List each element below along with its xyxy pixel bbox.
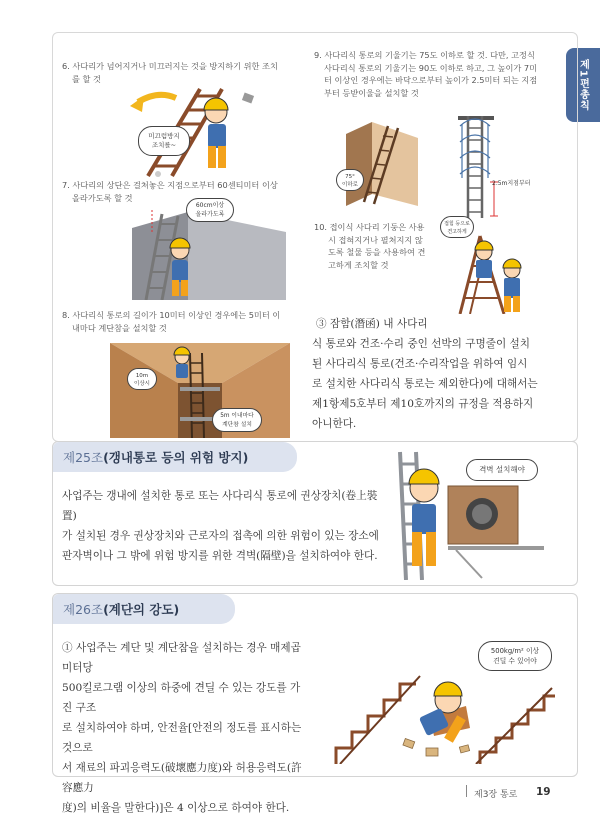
footer-divider (466, 785, 467, 797)
bubble-line: 미끄럼방지 (148, 132, 180, 140)
bubble-line: 견딜 수 있어야 (493, 657, 537, 665)
paragraph-3-line: 제1항제5호부터 제10호까지의 규정을 적용하지 (312, 398, 534, 410)
item-6 (62, 60, 278, 85)
item-7-line: 7. 사다리의 상단은 걸쳐놓은 지점으로부터 60센티미터 이상 (62, 180, 278, 190)
item-6-line: 를 할 것 (72, 73, 101, 84)
shaft-landing-illustration (110, 343, 290, 438)
ladder-75deg-illustration (336, 120, 418, 208)
article-26-line: 서 재료의 파괴응력도(破壞應力度)와 허용응력도(許容應力 (62, 762, 302, 794)
article-25-title: (갱내통로 등의 위험 방지) (103, 450, 249, 465)
article-25-line: 가 설치된 경우 권상장치와 근로자의 접촉에 의한 위험이 있는 장소에 (62, 530, 379, 542)
bubble-line: 조치를~ (151, 141, 177, 149)
paragraph-3-line: 로 설치한 사다리식 통로는 제외한다)에 대해서는 (312, 378, 538, 390)
bubble-line: 올라가도록 (195, 210, 225, 218)
75deg-bubble (336, 169, 364, 191)
bubble-line: 이하로 (342, 182, 358, 188)
paragraph-3-line: 아니한다. (312, 418, 357, 430)
item-9-line: 사다리식 통로의 기울기는 90도 이하로 하고, 그 높이가 7미 (324, 62, 538, 73)
item-9-line: 9. 사다리식 통로의 기울기는 75도 이하로 할 것. 다만, 고정식 (314, 50, 535, 60)
item-8-line: 8. 사다리식 통로의 길이가 10미터 이상인 경우에는 5미터 이 (62, 310, 281, 320)
paragraph-3-line: ③ 잠함(潛函) 내 사다리 (316, 318, 428, 330)
bubble-line: 5m 이내마다 (220, 413, 254, 419)
bubble-line: 접힘 등으로 (444, 221, 470, 227)
60cm-bubble (186, 198, 234, 222)
bubble-line: 10m (135, 373, 149, 379)
article-26-line: ① 사업주는 계단 및 계단참을 설치하는 경우 매제곱미터당 (62, 642, 301, 674)
bubble-line: 75° (345, 174, 355, 180)
article-25-line: 사업주는 갱내에 설치한 통로 또는 사다리식 통로에 권상장치(卷上裝置) (62, 490, 378, 522)
article-25-line: 판자벽이나 그 밖에 위험 방지를 위한 격벽(隔壁)을 설치하여야 한다. (62, 550, 378, 562)
side-tab-label: 제1편총칙 (577, 59, 589, 111)
bubble-line: 500kg/m² 이상 (490, 647, 540, 655)
10m-bubble (127, 368, 157, 390)
paragraph-3 (312, 314, 574, 434)
item-9-line: 터 이상인 경우에는 바닥으로부터 높이가 2.5미터 되는 지점 (324, 75, 538, 85)
article-26-heading (53, 594, 235, 624)
load-capacity-bubble (478, 641, 552, 671)
5m-landing-bubble (212, 408, 262, 432)
fold-bubble (440, 216, 474, 238)
paragraph-3-line: 된 사다리식 통로(건조·수리작업을 위하여 임시 (312, 358, 528, 370)
item-6-line: 6. 사다리가 넘어지거나 미끄러지는 것을 방지하기 위한 조치 (62, 61, 278, 71)
item-10-line: 시 접혀지거나 펼쳐지지 않 (328, 234, 423, 245)
item-10-line: 고하게 조치할 것 (328, 259, 389, 270)
item-7-line: 올라가도록 할 것 (72, 192, 133, 203)
bubble-line: 60cm이상 (195, 202, 225, 209)
item-10-line: 도록 철물 등을 사용하여 견 (328, 247, 426, 257)
page-number: 19 (536, 786, 551, 798)
fixed-ladder-cage-illustration (448, 112, 512, 218)
partition-bubble: 격벽 설치해야 (466, 459, 538, 481)
item-8-line: 내마다 계단참을 설치할 것 (72, 322, 167, 333)
item-10-line: 10. 접이식 사다리 기둥은 사용 (314, 222, 425, 232)
article-26-line: 로 설치하여야 하며, 안전율[안전의 정도를 표시하는 것으로 (62, 722, 302, 754)
article-25-heading (53, 442, 297, 472)
article-26-number: 제26조 (63, 602, 104, 617)
item-7 (62, 179, 278, 204)
article-26-title: (계단의 강도) (103, 602, 180, 617)
article-25-text (62, 486, 382, 566)
item-8 (62, 309, 280, 334)
article-25-number: 제25조 (63, 450, 104, 465)
slip-prevention-bubble (138, 126, 190, 156)
bubble-line: 견고하게 (447, 229, 467, 235)
2-5m-label: 2.5m지점부터 (492, 180, 531, 187)
paragraph-3-line: 식 통로와 건조·수리 중인 선박의 구명줄이 설치 (312, 338, 531, 350)
item-9-line: 부터 등받이울을 설치할 것 (324, 87, 419, 98)
article-26-text (62, 638, 310, 818)
footer-chapter-label: 제3장 통로 (474, 790, 518, 800)
item-9 (314, 49, 537, 99)
item-10 (314, 221, 425, 271)
bubble-line: 이상시 (134, 381, 150, 387)
article-26-line: 500킬로그램 이상의 하중에 견딜 수 있는 강도를 가진 구조 (62, 682, 301, 714)
article-26-line: 度)의 비율을 말한다)]은 4 이상으로 하여야 한다. (62, 802, 290, 814)
bubble-line: 계단참 설치 (222, 421, 252, 428)
